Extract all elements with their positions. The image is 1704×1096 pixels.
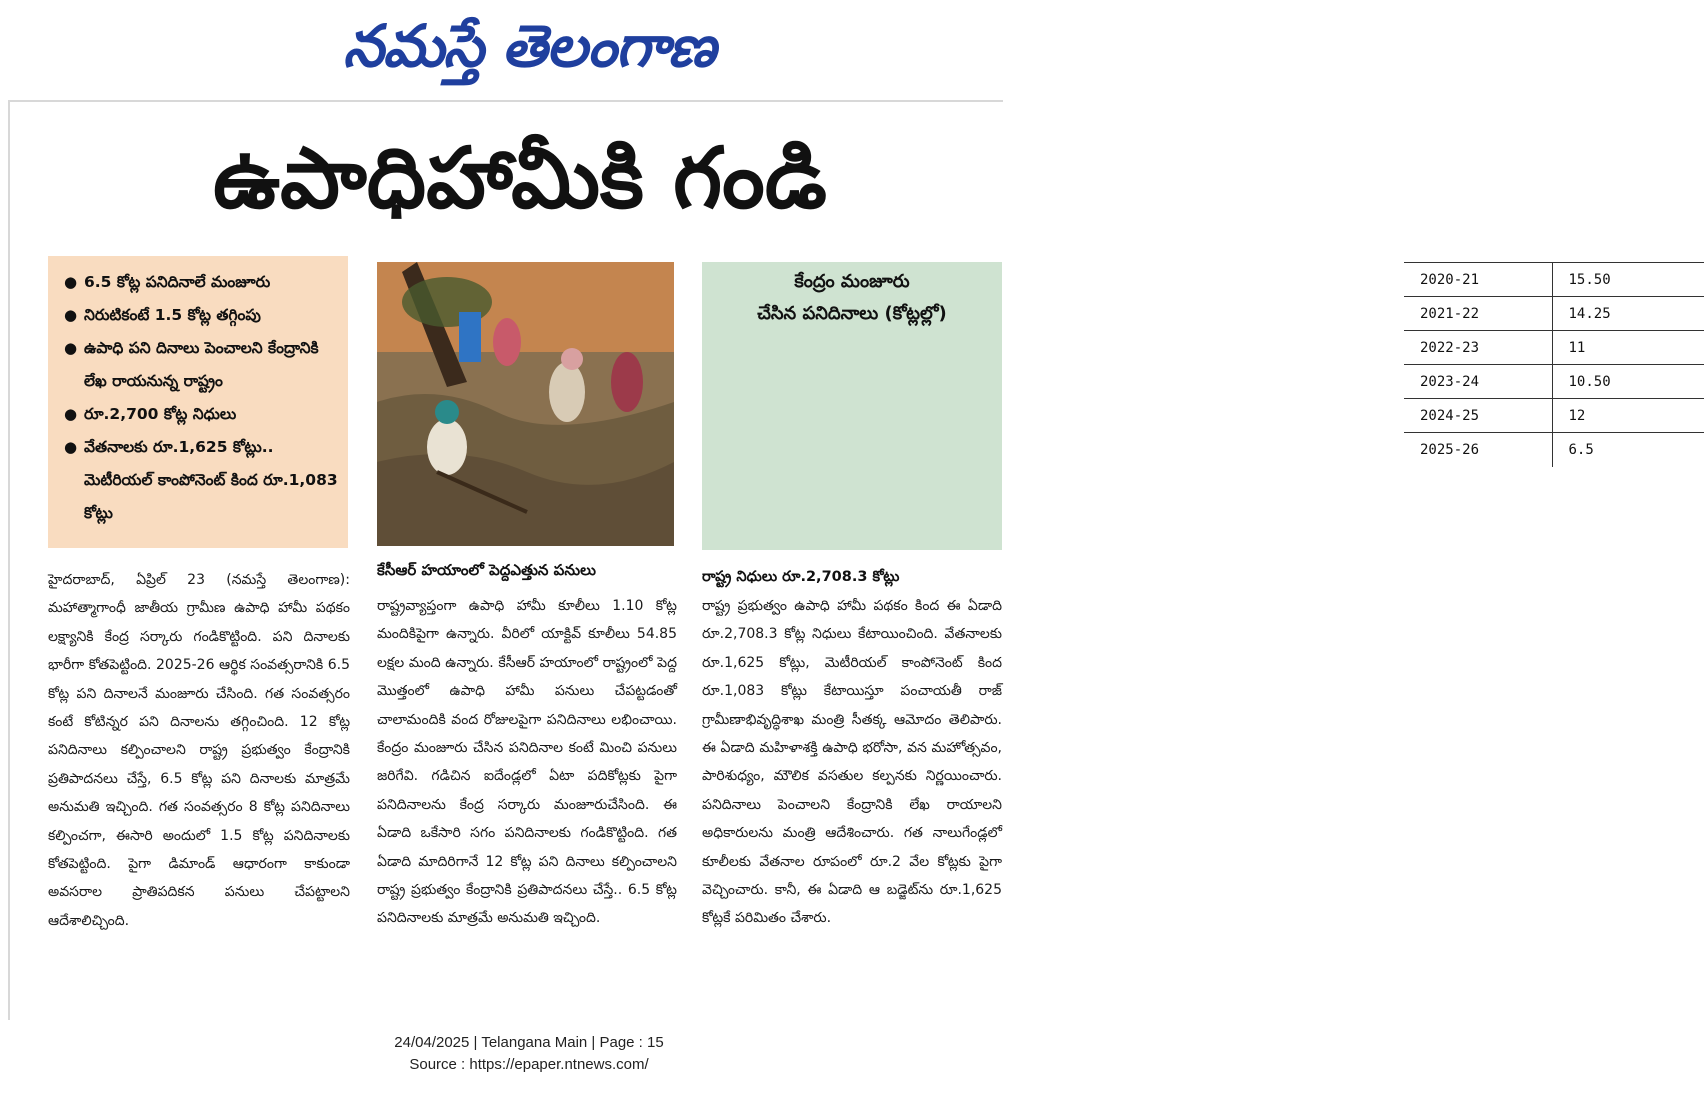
edition-info: 24/04/2025 | Telangana Main | Page : 15 — [394, 1034, 664, 1051]
divider — [8, 100, 1003, 102]
bullet-icon: ● — [64, 339, 78, 357]
year-cell: 2022-23 — [1404, 331, 1552, 365]
bullet-icon: ● — [64, 306, 78, 324]
year-cell: 2020-21 — [1404, 263, 1552, 297]
table-row — [1404, 399, 1704, 433]
article-column-2: రాష్ట్రవ్యాప్తంగా ఉపాధి హామీ కూలీలు 1.10 కోట్ల మందికిపైగా ఉన్నారు. వీరిలో యాక్టివ్ కూలీలు 54.85 లక్షల మంది ఉన్నారు. కేసీఆర్ హయాంలో రాష్ట్రంలో పెద్ద మొత్తంలో ఉపాధి హామీ పనులు చేపట్టడంతో చాలామందికి వంద రోజులపైగా పనిదినాలు లభించాయి. కేంద్రం మంజూరు చేసిన పనిదినాల కంటే మించి పనులు జరిగేవి. గడిచిన ఐదేండ్లలో ఏటా పదికోట్లకు పైగా పనిదినాలను కేంద్ర సర్కారు మంజూరుచేసింది. ఈ ఏడాది ఒకేసారి సగం పనిదినాలకు గండికొట్టింది. గత ఏడాది మాదిరిగానే 12 కోట్ల పని దినాలు కల్పించాలని రాష్ట్ర ప్రభుత్వం కేంద్రానికి ప్రతిపాదనలు చేస్తే.. 6.5 కోట్ల పనిదినాలకు మాత్రమే అనుమతి ఇచ్చింది. — [377, 598, 677, 927]
work-days-table-box — [702, 262, 1611, 550]
workers-photo-illustration — [377, 262, 674, 546]
table-title: కేంద్రం మంజూరు చేసిన పనిదినాలు (కోట్లల్లో) — [757, 271, 947, 324]
bullet-icon: ● — [64, 405, 78, 423]
table-row — [1404, 365, 1704, 399]
value-cell: 11 — [1552, 331, 1704, 365]
highlight-item: ● వేతనాలకు రూ.1,625 కోట్లు.. మెటీరియల్ కాంపోనెంట్ కింద రూ.1,083 కోట్లు — [62, 431, 342, 530]
year-cell: 2025-26 — [1404, 433, 1552, 467]
photo-caption: కేసీఆర్ హయాంలో పెద్దఎత్తున పనులు — [377, 561, 596, 579]
article-column-1: హైదరాబాద్, ఏప్రిల్ 23 (నమస్తే తెలంగాణ): మహాత్మాగాంధీ జాతీయ గ్రామీణ ఉపాధి హామీ పథకం లక్ష్యానికి కేంద్ర సర్కారు గండికొట్టింది. పని దినాలకు భారీగా కోతపెట్టింది. 2025-26 ఆర్థిక సంవత్సరానికి 6.5 కోట్ల పని దినాలనే మంజూరు చేసింది. గత సంవత్సరం కంటే కోటిన్నర పని దినాలను తగ్గించింది. 12 కోట్ల పనిదినాలు కల్పించాలని రాష్ట్ర ప్రభుత్వం కేంద్రానికి ప్రతిపాదనలు చేస్తే, 6.5 కోట్ల పని దినాలకు మాత్రమే అనుమతి ఇచ్చింది. గత సంవత్సరం 8 కోట్ల పనిదినాలు కల్పించగా, ఈసారి అందులో 1.5 కోట్ల పనిదినాలకు కోతపెట్టింది. పైగా డిమాండ్ ఆధారంగా కాకుండా అవసరాల ప్రాతిపదికన పనులు చేపట్టాలని ఆదేశాలిచ్చింది. — [48, 572, 350, 929]
page-headline: ఉపాధిహామీకి గండి — [213, 129, 827, 227]
bullet-icon: ● — [64, 438, 78, 456]
value-cell: 10.50 — [1552, 365, 1704, 399]
table-row — [1404, 433, 1704, 467]
year-cell: 2023-24 — [1404, 365, 1552, 399]
source-link[interactable]: Source : https://epaper.ntnews.com/ — [409, 1056, 649, 1073]
highlight-item: ● 6.5 కోట్ల పనిదినాలే మంజూరు — [62, 266, 342, 299]
article-column-3: రాష్ట్ర ప్రభుత్వం ఉపాధి హామీ పథకం కింద ఈ ఏడాది రూ.2,708.3 కోట్ల నిధులు కేటాయించింది. వేతనాలకు రూ.1,625 కోట్లు, మెటీరియల్ కాంపోనెంట్ కింద రూ.1,083 కోట్లు కేటాయిస్తూ పంచాయతీ రాజ్ గ్రామీణాభివృద్ధిశాఖ మంత్రి సీతక్క ఆమోదం తెలిపారు. ఈ ఏడాది మహిళాశక్తి ఉపాధి భరోసా, వన మహోత్సవం, పారిశుధ్యం, మౌలిక వసతుల కల్పనకు నిర్ణయించారు. పనిదినాలు పెంచాలని కేంద్రానికి లేఖ రాయాలని అధికారులను మంత్రి ఆదేశించారు. గత నాలుగేండ్లలో కూలీలకు వేతనాల రూపంలో రూ.2 వేల కోట్లకు పైగా వెచ్చించారు. కానీ, ఈ ఏడాది ఆ బడ్జెట్‌ను రూ.1,625 కోట్లకే పరిమితం చేశారు. — [702, 598, 1002, 927]
value-cell: 6.5 — [1552, 433, 1704, 467]
highlight-item: ● ఉపాధి పని దినాలు పెంచాలని కేంద్రానికి లేఖ రాయనున్న రాష్ట్రం — [62, 332, 342, 398]
highlight-item: ● నిరుటికంటే 1.5 కోట్ల తగ్గింపు — [62, 299, 342, 332]
divider — [8, 100, 10, 1020]
news-photo — [377, 262, 674, 546]
work-days-table — [1404, 262, 1704, 467]
table-row — [1404, 263, 1704, 297]
table-row — [1404, 331, 1704, 365]
year-cell: 2021-22 — [1404, 297, 1552, 331]
value-cell: 14.25 — [1552, 297, 1704, 331]
masthead — [0, 0, 1058, 100]
value-cell: 12 — [1552, 399, 1704, 433]
bullet-icon: ● — [64, 273, 78, 291]
highlights-box — [48, 256, 348, 548]
value-cell: 15.50 — [1552, 263, 1704, 297]
highlight-item: ● రూ.2,700 కోట్ల నిధులు — [62, 398, 342, 431]
page-footer — [0, 1032, 1058, 1076]
newspaper-logo: నమస్తే తెలంగాణ — [343, 12, 715, 80]
table-row — [1404, 297, 1704, 331]
year-cell: 2024-25 — [1404, 399, 1552, 433]
section-subheading: రాష్ట్ర నిధులు రూ.2,708.3 కోట్లు — [702, 569, 900, 585]
